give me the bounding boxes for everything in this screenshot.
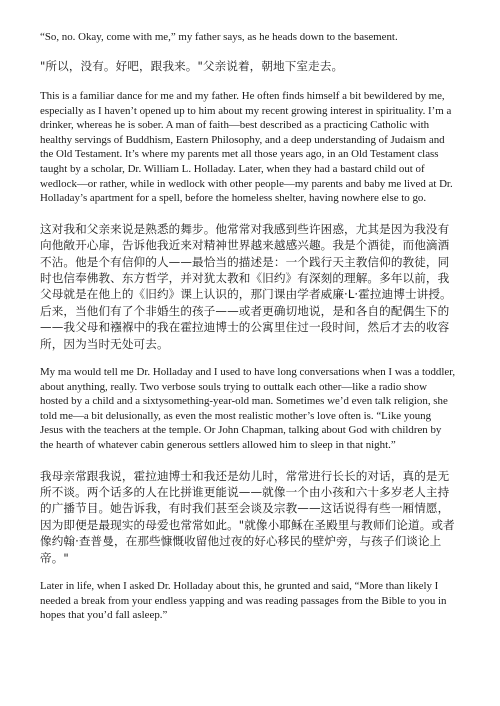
paragraph-english-4: Later in life, when I asked Dr. Holladay about this, he grunted and said, “More than likely I needed a break from your endless yapping and was reading passages from the Bible to you in hopes that you’d fall asleep.” xyxy=(40,580,447,622)
paragraph-english-2: This is a familiar dance for me and my father. He often finds himself a bit bewildered by me, especially as I haven’t opened up to him about my recent growing interest in spirituality. I’m a drinker, whereas he is sober. A man of faith—best described as a practicing Catholic with healthy servings of Buddhism, Eastern Philosophy, and a deep understanding of Judaism and the Old Testament. It’s where my parents met all those years ago, in an Old Testament class taught by a scholar, Dr. William L. Holladay. Later, when they had a bastard child out of wedlock—or rather, while in wedlock with other people—my parents and baby me lived at Dr. Holladay’s apartment for a spell, before the homeless shelter, having nowhere else to go. xyxy=(40,90,453,205)
document-page xyxy=(40,30,456,623)
paragraph-english-3: My ma would tell me Dr. Holladay and I used to have long conversations when I was a toddler, about anything, really. Two verbose souls trying to outtalk each other—like a radio show hosted by a child and a sixtysomething-year-old man. Sometimes we’d even talk religion, she told me—a bit delusionally, as even the most realistic mother’s love often is. “Like young Jesus with the teachers at the temple. Or John Chapman, talking about God with children by the hearth of whatever cabin generous settlers allowed him to sleep in that night.” xyxy=(40,366,456,451)
paragraph-chinese-3: 我母亲常跟我说，霍拉迪博士和我还是幼儿时，常常进行长长的对话，真的是无所不谈。两个话多的人在比拼谁更能说——就像一个由小孩和六十多岁老人主持的广播节目。她告诉我，有时我们甚至会谈及宗教——这话说得有些一厢情愿，因为即便是最现实的母爱也常常如此。"就像小耶稣在圣殿里与教师们论道。或者像约翰·查普曼，在那些慷慨收留他过夜的好心移民的壁炉旁，与孩子们谈论上帝。" xyxy=(40,468,455,565)
paragraph-chinese-1: "所以，没有。好吧，跟我来。"父亲说着，朝地下室走去。 xyxy=(40,58,344,73)
paragraph-english-1: “So, no. Okay, come with me,” my father says, as he heads down to the basement. xyxy=(40,31,398,43)
paragraph-chinese-2: 这对我和父亲来说是熟悉的舞步。他常常对我感到些许困惑，尤其是因为我没有向他敞开心扉，告诉他我近来对精神世界越来越感兴趣。我是个酒徒，而他滴酒不沾。他是个有信仰的人——最恰当的描述是：一个践行天主教信仰的教徒，同时也信奉佛教、东方哲学，并对犹太教和《旧约》有深刻的理解。多年以前，我父母就是在他上的《旧约》课上认识的，那门课由学者威廉·L·霍拉迪博士讲授。后来，当他们有了个非婚生的孩子——或者更确切地说，是和各自的配偶生下的——我父母和襁褓中的我在霍拉迪博士的公寓里住过一段时间，然后才去的收容所，因为当时无处可去。 xyxy=(40,221,452,351)
